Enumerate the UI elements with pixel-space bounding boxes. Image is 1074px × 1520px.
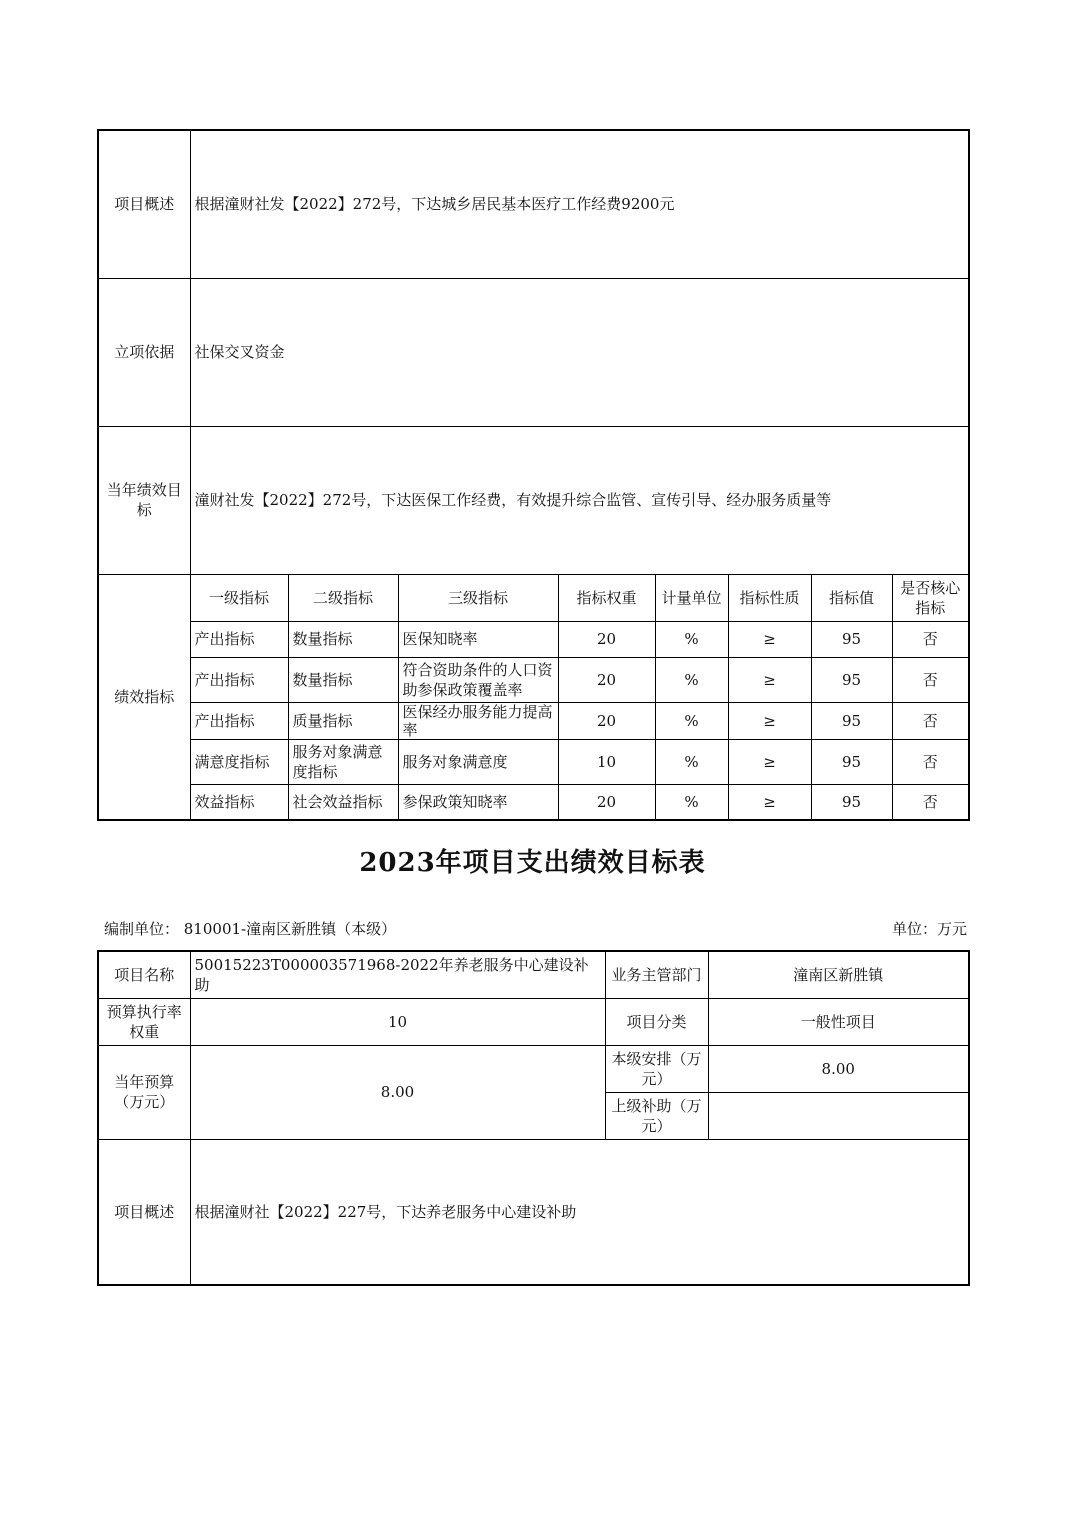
row-l2: 服务对象满意度指标 — [288, 739, 398, 784]
row-l1: 产出指标 — [190, 702, 288, 739]
row-l1: 效益指标 — [190, 784, 288, 820]
row-weight: 10 — [558, 739, 655, 784]
row-nature: ≥ — [728, 621, 811, 657]
rate-value: 10 — [190, 998, 605, 1045]
table-row — [98, 739, 969, 784]
header-nature: 指标性质 — [728, 574, 811, 621]
row-l2: 社会效益指标 — [288, 784, 398, 820]
dept-label: 业务主管部门 — [605, 951, 708, 998]
rate-label: 预算执行率权重 — [98, 998, 190, 1045]
table-row — [98, 657, 969, 702]
row-l2: 质量指标 — [288, 702, 398, 739]
goal-label: 当年绩效目标 — [98, 426, 190, 574]
row-l3: 参保政策知晓率 — [398, 784, 558, 820]
row-weight: 20 — [558, 657, 655, 702]
row-core: 否 — [892, 657, 969, 702]
row-nature: ≥ — [728, 657, 811, 702]
header-l2: 二级指标 — [288, 574, 398, 621]
row-nature: ≥ — [728, 784, 811, 820]
row-nature: ≥ — [728, 739, 811, 784]
row-l3: 医保经办服务能力提高率 — [398, 702, 558, 739]
category-label: 项目分类 — [605, 998, 708, 1045]
row-unit: % — [655, 657, 728, 702]
overview-label: 项目概述 — [98, 130, 190, 278]
header-l3: 三级指标 — [398, 574, 558, 621]
overview-label-2: 项目概述 — [98, 1139, 190, 1285]
row-weight: 20 — [558, 784, 655, 820]
project-name-value: 50015223T000003571968-2022年养老服务中心建设补助 — [190, 951, 605, 998]
row-weight: 20 — [558, 702, 655, 739]
row-l2: 数量指标 — [288, 657, 398, 702]
row-l2: 数量指标 — [288, 621, 398, 657]
row-value: 95 — [811, 657, 892, 702]
budget-value: 8.00 — [190, 1045, 605, 1139]
table-row — [98, 621, 969, 657]
currency-unit-text: 单位：万元 — [891, 920, 967, 938]
row-value: 95 — [811, 739, 892, 784]
row-core: 否 — [892, 621, 969, 657]
row-l1: 产出指标 — [190, 657, 288, 702]
category-value: 一般性项目 — [708, 998, 969, 1045]
row-value: 95 — [811, 702, 892, 739]
page-title: 2023年项目支出绩效目标表 — [359, 848, 706, 878]
row-core: 否 — [892, 739, 969, 784]
performance-table-2 — [97, 950, 970, 1286]
row-nature: ≥ — [728, 702, 811, 739]
row-unit: % — [655, 621, 728, 657]
upper-label: 上级补助（万元） — [605, 1092, 708, 1139]
header-l1: 一级指标 — [190, 574, 288, 621]
row-unit: % — [655, 784, 728, 820]
row-value: 95 — [811, 621, 892, 657]
row-value: 95 — [811, 784, 892, 820]
org-unit-text: 编制单位： 810001-潼南区新胜镇（本级） — [104, 920, 397, 938]
basis-label: 立项依据 — [98, 278, 190, 426]
row-l3: 符合资助条件的人口资助参保政策覆盖率 — [398, 657, 558, 702]
performance-table-1 — [97, 129, 970, 821]
table-row — [98, 702, 969, 739]
overview-text: 根据潼财社发【2022】272号，下达城乡居民基本医疗工作经费9200元 — [190, 130, 969, 278]
row-unit: % — [655, 702, 728, 739]
budget-label: 当年预算（万元） — [98, 1045, 190, 1139]
overview-text-2: 根据潼财社【2022】227号，下达养老服务中心建设补助 — [190, 1139, 969, 1285]
project-name-label: 项目名称 — [98, 951, 190, 998]
header-value: 指标值 — [811, 574, 892, 621]
header-weight: 指标权重 — [558, 574, 655, 621]
row-core: 否 — [892, 702, 969, 739]
row-l1: 产出指标 — [190, 621, 288, 657]
header-core: 是否核心指标 — [892, 574, 969, 621]
row-weight: 20 — [558, 621, 655, 657]
row-l3: 医保知晓率 — [398, 621, 558, 657]
local-value: 8.00 — [708, 1045, 969, 1092]
row-l1: 满意度指标 — [190, 739, 288, 784]
perf-label: 绩效指标 — [98, 574, 190, 820]
basis-text: 社保交叉资金 — [190, 278, 969, 426]
row-l3: 服务对象满意度 — [398, 739, 558, 784]
row-core: 否 — [892, 784, 969, 820]
header-unit: 计量单位 — [655, 574, 728, 621]
goal-text: 潼财社发【2022】272号，下达医保工作经费，有效提升综合监管、宣传引导、经办服务质量等 — [190, 426, 969, 574]
local-label: 本级安排（万元） — [605, 1045, 708, 1092]
upper-value — [708, 1092, 969, 1139]
table-row — [98, 784, 969, 820]
dept-value: 潼南区新胜镇 — [708, 951, 969, 998]
row-unit: % — [655, 739, 728, 784]
